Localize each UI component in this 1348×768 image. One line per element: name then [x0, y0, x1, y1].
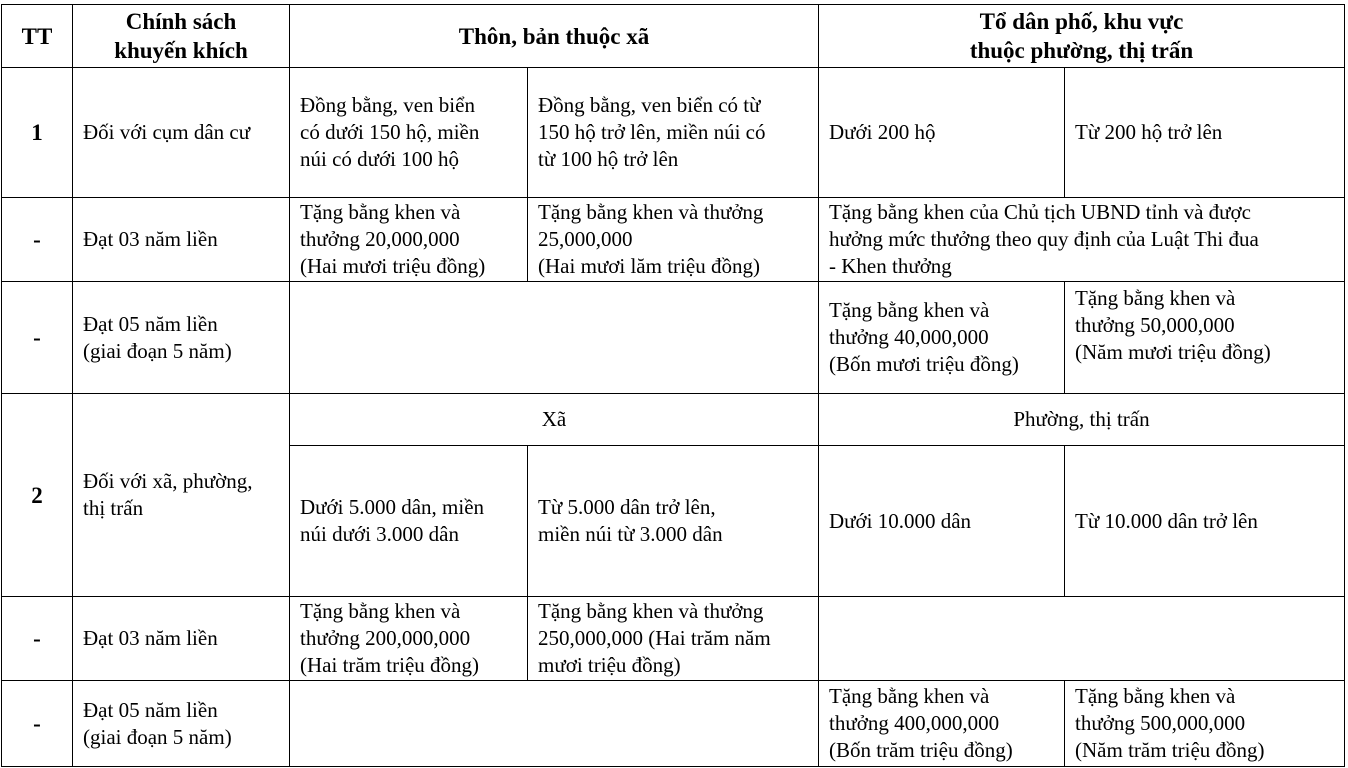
header-street-line: Tổ dân phố, khu vực — [979, 9, 1184, 34]
policy-label — [73, 282, 290, 394]
cell-line: Tặng bằng khen và — [300, 200, 461, 224]
cell-line: 25,000,000 — [538, 227, 633, 251]
policy-label — [73, 681, 290, 767]
cell-line: (Bốn trăm triệu đồng) — [829, 738, 1013, 762]
ward-small-reward — [819, 681, 1065, 767]
cell-line: (Năm mươi triệu đồng) — [1075, 340, 1271, 364]
cell-line: Tặng bằng khen và — [829, 684, 990, 708]
row-number: 2 — [2, 394, 73, 597]
cell-line: có dưới 150 hộ, miền — [300, 120, 480, 144]
commune-large-criteria — [528, 446, 819, 597]
cell-line: Tặng bằng khen và — [829, 298, 990, 322]
policy-label: Đạt 03 năm liền — [73, 198, 290, 282]
policy-label: Đối với cụm dân cư — [73, 68, 290, 198]
cell-line: thưởng 20,000,000 — [300, 227, 460, 251]
row-dash: - — [2, 681, 73, 767]
policy-label: Đạt 03 năm liền — [73, 597, 290, 681]
village-small-reward — [290, 198, 528, 282]
village-reward-empty — [290, 282, 819, 394]
cell-line: 150 hộ trở lên, miền núi có — [538, 120, 766, 144]
commune-heading: Xã — [290, 394, 819, 446]
commune-large-reward — [528, 597, 819, 681]
header-policy — [73, 5, 290, 68]
cell-line: 250,000,000 (Hai trăm năm — [538, 626, 771, 650]
ward-small-criteria: Dưới 10.000 dân — [819, 446, 1065, 597]
village-large-reward — [528, 198, 819, 282]
cell-line: Đạt 05 năm liền — [83, 311, 218, 336]
ward-heading: Phường, thị trấn — [819, 394, 1345, 446]
table-row — [2, 597, 1345, 681]
cell-line: Đồng bằng, ven biển — [300, 93, 475, 117]
street-small-reward — [819, 282, 1065, 394]
village-large-criteria — [528, 68, 819, 198]
table-row — [2, 68, 1345, 198]
table-row — [2, 394, 1345, 446]
cell-line: núi dưới 3.000 dân — [300, 522, 459, 546]
cell-line: (Năm trăm triệu đồng) — [1075, 738, 1265, 762]
cell-line: thưởng 50,000,000 — [1075, 313, 1235, 337]
commune-reward-empty — [290, 681, 819, 767]
cell-line: Từ 5.000 dân trở lên, — [538, 495, 716, 519]
commune-small-reward — [290, 597, 528, 681]
cell-line: Đối với xã, phường, — [83, 469, 253, 493]
cell-line: Dưới 5.000 dân, miền — [300, 495, 485, 519]
cell-line: thưởng 500,000,000 — [1075, 711, 1246, 735]
cell-line: Tặng bằng khen của Chủ tịch UBND tỉnh và được — [829, 200, 1251, 224]
cell-line: thưởng 400,000,000 — [829, 711, 1000, 735]
cell-line: Tặng bằng khen và — [1075, 684, 1236, 708]
policy-label — [73, 394, 290, 597]
cell-line: núi có dưới 100 hộ — [300, 147, 459, 171]
street-large-criteria: Từ 200 hộ trở lên — [1065, 68, 1345, 198]
cell-line: (giai đoạn 5 năm) — [83, 338, 232, 363]
cell-line: Đạt 05 năm liền — [83, 697, 218, 722]
table-row — [2, 198, 1345, 282]
row-number: 1 — [2, 68, 73, 198]
cell-line: thưởng 200,000,000 — [300, 626, 471, 650]
cell-line: thị trấn — [83, 496, 144, 520]
commune-small-criteria — [290, 446, 528, 597]
street-large-reward — [1065, 282, 1345, 394]
header-policy-line: khuyến khích — [114, 38, 248, 63]
cell-line: thưởng 40,000,000 — [829, 325, 989, 349]
cell-line: mươi triệu đồng) — [538, 653, 681, 677]
row-dash: - — [2, 198, 73, 282]
header-village: Thôn, bản thuộc xã — [290, 5, 819, 68]
cell-line: Tặng bằng khen và — [1075, 286, 1236, 310]
village-small-criteria — [290, 68, 528, 198]
cell-line: - Khen thưởng — [829, 254, 952, 278]
street-reward — [819, 198, 1345, 282]
street-small-criteria: Dưới 200 hộ — [819, 68, 1065, 198]
header-policy-line: Chính sách — [125, 9, 237, 34]
table-row — [2, 681, 1345, 767]
cell-line: Tặng bằng khen và — [300, 599, 461, 623]
cell-line: (Hai mươi triệu đồng) — [300, 254, 486, 278]
cell-line: từ 100 hộ trở lên — [538, 147, 679, 171]
ward-large-reward — [1065, 681, 1345, 767]
cell-line: (giai đoạn 5 năm) — [83, 724, 232, 749]
cell-line: (Hai trăm triệu đồng) — [300, 653, 480, 677]
cell-line: hưởng mức thưởng theo quy định của Luật Thi đua — [829, 227, 1259, 251]
cell-line: (Bốn mươi triệu đồng) — [829, 352, 1019, 376]
header-row — [2, 5, 1345, 68]
header-street-line: thuộc phường, thị trấn — [969, 38, 1194, 63]
cell-line: Tặng bằng khen và thưởng — [538, 200, 764, 224]
cell-line: Đồng bằng, ven biển có từ — [538, 93, 761, 117]
cell-line: miền núi từ 3.000 dân — [538, 522, 723, 546]
reward-policy-table — [1, 4, 1345, 767]
table-row — [2, 282, 1345, 394]
cell-line: (Hai mươi lăm triệu đồng) — [538, 254, 760, 278]
ward-large-criteria: Từ 10.000 dân trở lên — [1065, 446, 1345, 597]
row-dash: - — [2, 597, 73, 681]
cell-line: Tặng bằng khen và thưởng — [538, 599, 764, 623]
header-tt: TT — [2, 5, 73, 68]
ward-reward-empty — [819, 597, 1345, 681]
header-street — [819, 5, 1345, 68]
row-dash: - — [2, 282, 73, 394]
